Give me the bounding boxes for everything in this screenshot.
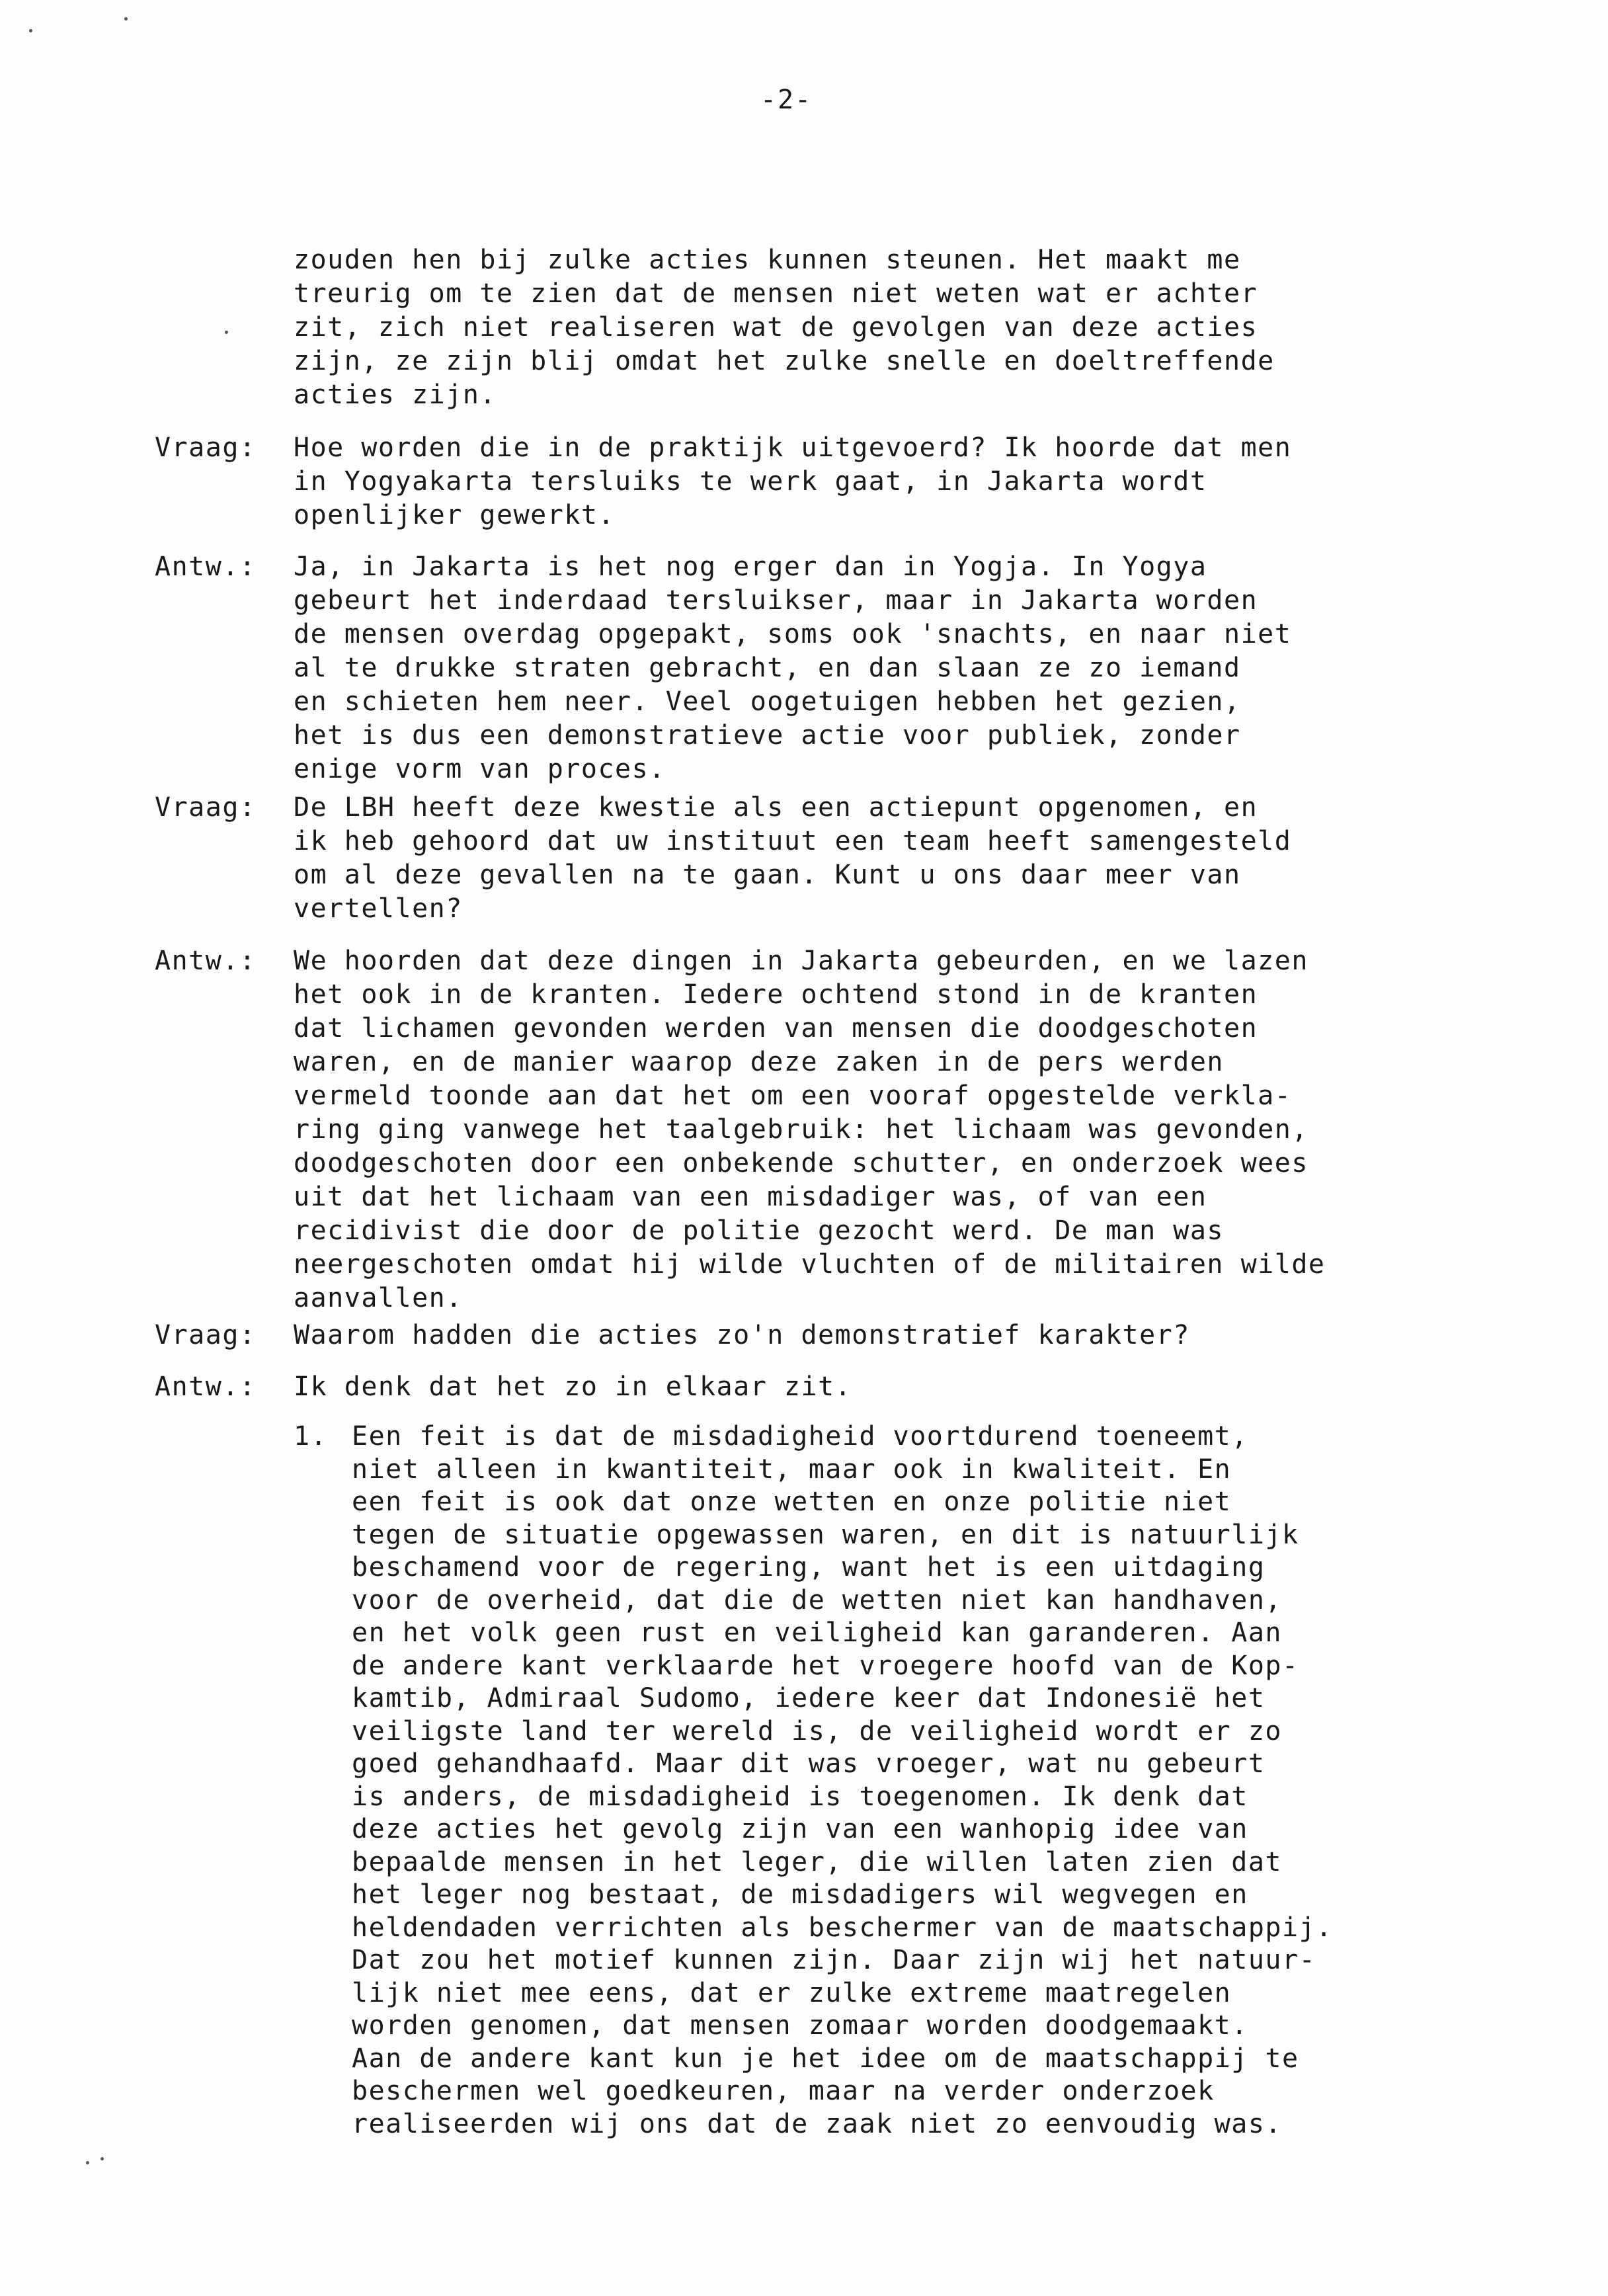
question-paragraph xyxy=(155,431,1489,532)
text-line: het ook in de kranten. Iedere ochtend stond in de kranten xyxy=(294,979,1258,1010)
text-line: uit dat het lichaam van een misdadiger was, of van een xyxy=(294,1182,1207,1212)
speaker-label: Vraag: xyxy=(155,792,257,823)
text-line: openlijker gewerkt. xyxy=(294,500,616,530)
speaker-label: Antw.: xyxy=(155,1372,257,1402)
scan-speck xyxy=(29,29,32,32)
speaker-label: Antw.: xyxy=(155,552,257,582)
text-line: lijk niet mee eens, dat er zulke extreme maatregelen xyxy=(352,1977,1232,2008)
text-line: ring ging vanwege het taalgebruik: het lichaam was gevonden, xyxy=(294,1114,1308,1145)
answer-paragraph xyxy=(155,550,1489,786)
text-line: gebeurt het inderdaad tersluikser, maar in Jakarta worden xyxy=(294,585,1258,616)
text-line: recidivist die door de politie gezocht werd. De man was xyxy=(294,1215,1225,1246)
text-line: zit, zich niet realiseren wat de gevolgen van deze acties xyxy=(294,312,1258,343)
text-line: We hoorden dat deze dingen in Jakarta gebeurden, en we lazen xyxy=(294,946,1308,976)
text-line: Ik denk dat het zo in elkaar zit. xyxy=(294,1372,852,1402)
text-line: waren, en de manier waarop deze zaken in de pers werden xyxy=(294,1047,1225,1077)
intro-paragraph xyxy=(155,243,1489,412)
text-line: beschermen wel goedkeuren, maar na verder onderzoek xyxy=(352,2076,1215,2106)
text-line: vertellen? xyxy=(294,893,463,924)
text-line: De LBH heeft deze kwestie als een actiepunt opgenomen, en xyxy=(294,792,1258,823)
text-line: aanvallen. xyxy=(294,1283,463,1313)
speaker-label: Antw.: xyxy=(155,946,257,976)
text-line: in Yogyakarta tersluiks te werk gaat, in Jakarta wordt xyxy=(294,466,1207,497)
page-number: -2- xyxy=(760,85,813,115)
text-line: Waarom hadden die acties zo'n demonstratief karakter? xyxy=(294,1320,1190,1350)
text-line: Aan de andere kant kun je het idee om de maatschappij te xyxy=(352,2043,1299,2074)
answer-paragraph xyxy=(155,1370,1489,1404)
text-line: is anders, de misdadigheid is toegenomen. Ik denk dat xyxy=(352,1781,1248,1812)
text-line: bepaalde mensen in het leger, die willen laten zien dat xyxy=(352,1846,1283,1877)
speaker-label: Vraag: xyxy=(155,432,257,463)
text-line: kamtib, Admiraal Sudomo, iedere keer dat Indonesië het xyxy=(352,1683,1266,1713)
text-line: veiligste land ter wereld is, de veiligheid wordt er zo xyxy=(352,1715,1283,1746)
text-line: om al deze gevallen na te gaan. Kunt u ons daar meer van xyxy=(294,860,1241,890)
speaker-label: Vraag: xyxy=(155,1320,257,1350)
text-line: en schieten hem neer. Veel oogetuigen hebben het gezien, xyxy=(294,686,1241,717)
text-line: goed gehandhaafd. Maar dit was vroeger, wat nu gebeurt xyxy=(352,1748,1266,1779)
answer-paragraph xyxy=(155,944,1489,1315)
text-line: treurig om te zien dat de mensen niet weten wat er achter xyxy=(294,278,1258,309)
text-line: ik heb gehoord dat uw instituut een team heeft samengesteld xyxy=(294,826,1292,856)
text-line: Dat zou het motief kunnen zijn. Daar zijn wij het natuur- xyxy=(352,1945,1316,1975)
question-paragraph xyxy=(155,1319,1489,1352)
text-line: heldendaden verrichten als beschermer van de maatschappij. xyxy=(352,1912,1333,1943)
text-line: deze acties het gevolg zijn van een wanhopig idee van xyxy=(352,1814,1248,1844)
scan-speck xyxy=(100,2157,104,2160)
text-line: een feit is ook dat onze wetten en onze politie niet xyxy=(352,1487,1232,1517)
text-line: al te drukke straten gebracht, en dan slaan ze zo iemand xyxy=(294,653,1241,683)
text-line: Ja, in Jakarta is het nog erger dan in Yogja. In Yogya xyxy=(294,552,1207,582)
scan-speck xyxy=(86,2161,89,2164)
text-line: zijn, ze zijn blij omdat het zulke snelle en doeltreffende xyxy=(294,346,1275,376)
text-line: Een feit is dat de misdadigheid voortdurend toeneemt, xyxy=(352,1421,1248,1452)
text-line: voor de overheid, dat die de wetten niet kan handhaven, xyxy=(352,1584,1283,1616)
text-line: de andere kant verklaarde het vroegere hoofd van de Kop- xyxy=(352,1650,1299,1681)
text-line: acties zijn. xyxy=(294,380,497,410)
text-line: het leger nog bestaat, de misdadigers wil wegvegen en xyxy=(352,1879,1248,1910)
text-line: de mensen overdag opgepakt, soms ook 'snachts, en naar niet xyxy=(294,619,1292,649)
text-line: dat lichamen gevonden werden van mensen die doodgeschoten xyxy=(294,1013,1258,1044)
text-line: beschamend voor de regering, want het is een uitdaging xyxy=(352,1552,1266,1582)
list-item xyxy=(294,1420,1489,2141)
text-line: niet alleen in kwantiteit, maar ook in kwaliteit. En xyxy=(352,1454,1232,1485)
text-line: tegen de situatie opgewassen waren, en dit is natuurlijk xyxy=(352,1519,1299,1550)
question-paragraph xyxy=(155,791,1489,926)
text-line: realiseerden wij ons dat de zaak niet zo eenvoudig was. xyxy=(352,2108,1283,2139)
text-line: en het volk geen rust en veiligheid kan garanderen. Aan xyxy=(352,1618,1283,1648)
text-line: neergeschoten omdat hij wilde vluchten of de militairen wilde xyxy=(294,1249,1326,1280)
text-line: enige vorm van proces. xyxy=(294,754,666,784)
list-number: 1. xyxy=(294,1421,328,1452)
text-line: Hoe worden die in de praktijk uitgevoerd? Ik hoorde dat men xyxy=(294,432,1292,463)
text-line: doodgeschoten door een onbekende schutter, en onderzoek wees xyxy=(294,1148,1308,1178)
numbered-list xyxy=(155,1420,1489,2141)
scan-speck xyxy=(124,17,128,20)
text-line: het is dus een demonstratieve actie voor publiek, zonder xyxy=(294,720,1241,751)
text-line: vermeld toonde aan dat het om een vooraf opgestelde verkla- xyxy=(294,1081,1292,1111)
text-line: zouden hen bij zulke acties kunnen steunen. Het maakt me xyxy=(294,245,1241,275)
text-line: worden genomen, dat mensen zomaar worden doodgemaakt. xyxy=(352,2010,1248,2041)
